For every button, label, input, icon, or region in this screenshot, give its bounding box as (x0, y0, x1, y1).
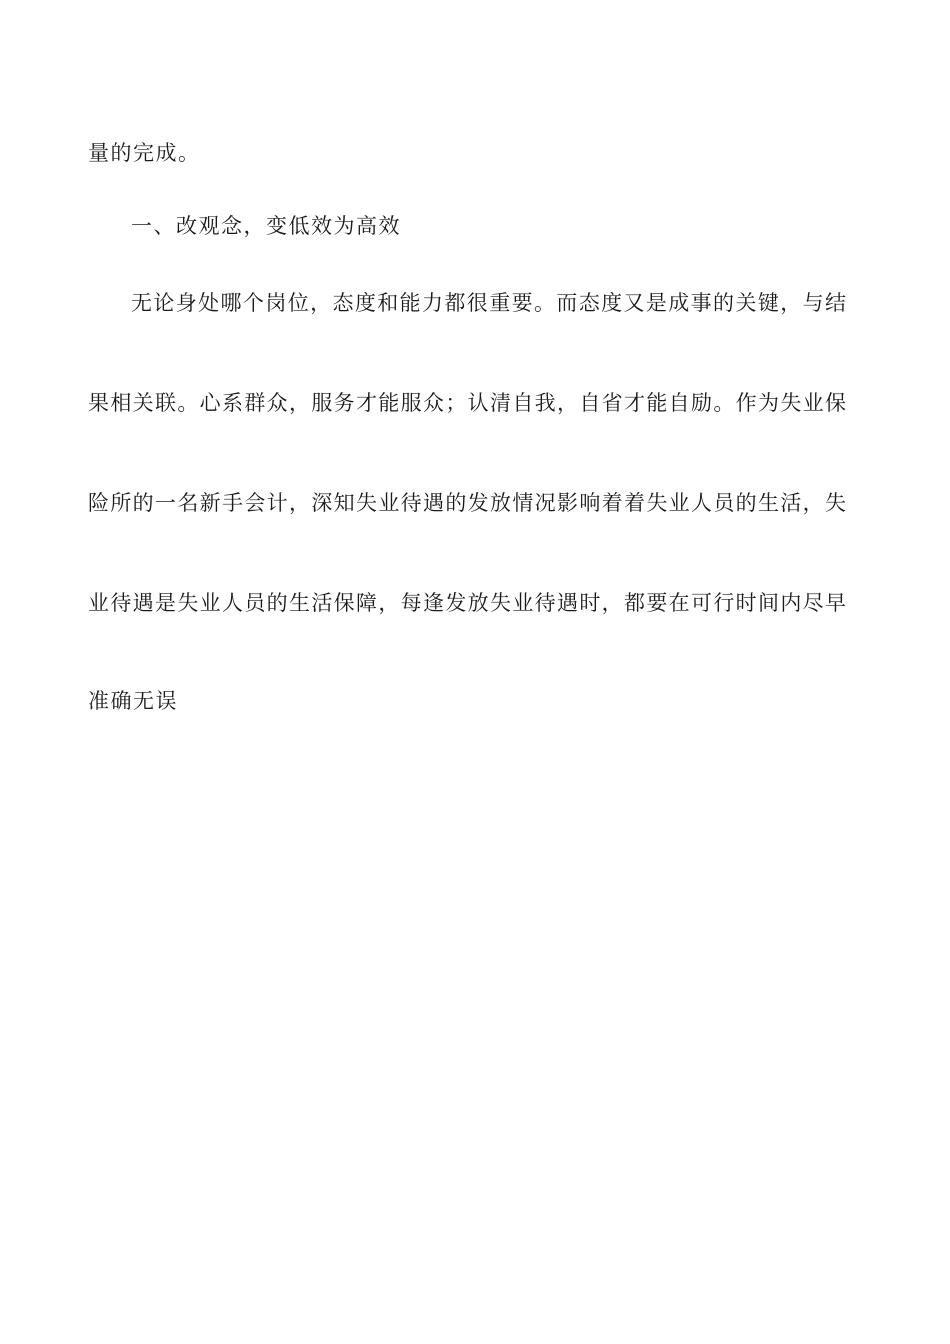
paragraph-line-2: 果相关联。心系群众，服务才能服众；认清自我，自省才能自励。作为失业保 (88, 391, 846, 415)
paragraph-line-5: 准确无误 (88, 689, 178, 713)
text-line-continuation: 量的完成。 (88, 141, 201, 165)
paragraph-line-4: 业待遇是失业人员的生活保障，每逢发放失业待遇时，都要在可行时间内尽早 (88, 591, 846, 615)
paragraph-line-3: 险所的一名新手会计，深知失业待遇的发放情况影响着着失业人员的生活，失 (88, 491, 846, 515)
paragraph-line-1: 无论身处哪个岗位，态度和能力都很重要。而态度又是成事的关键，与结 (131, 291, 846, 315)
section-heading: 一、改观念，变低效为高效 (131, 214, 401, 238)
